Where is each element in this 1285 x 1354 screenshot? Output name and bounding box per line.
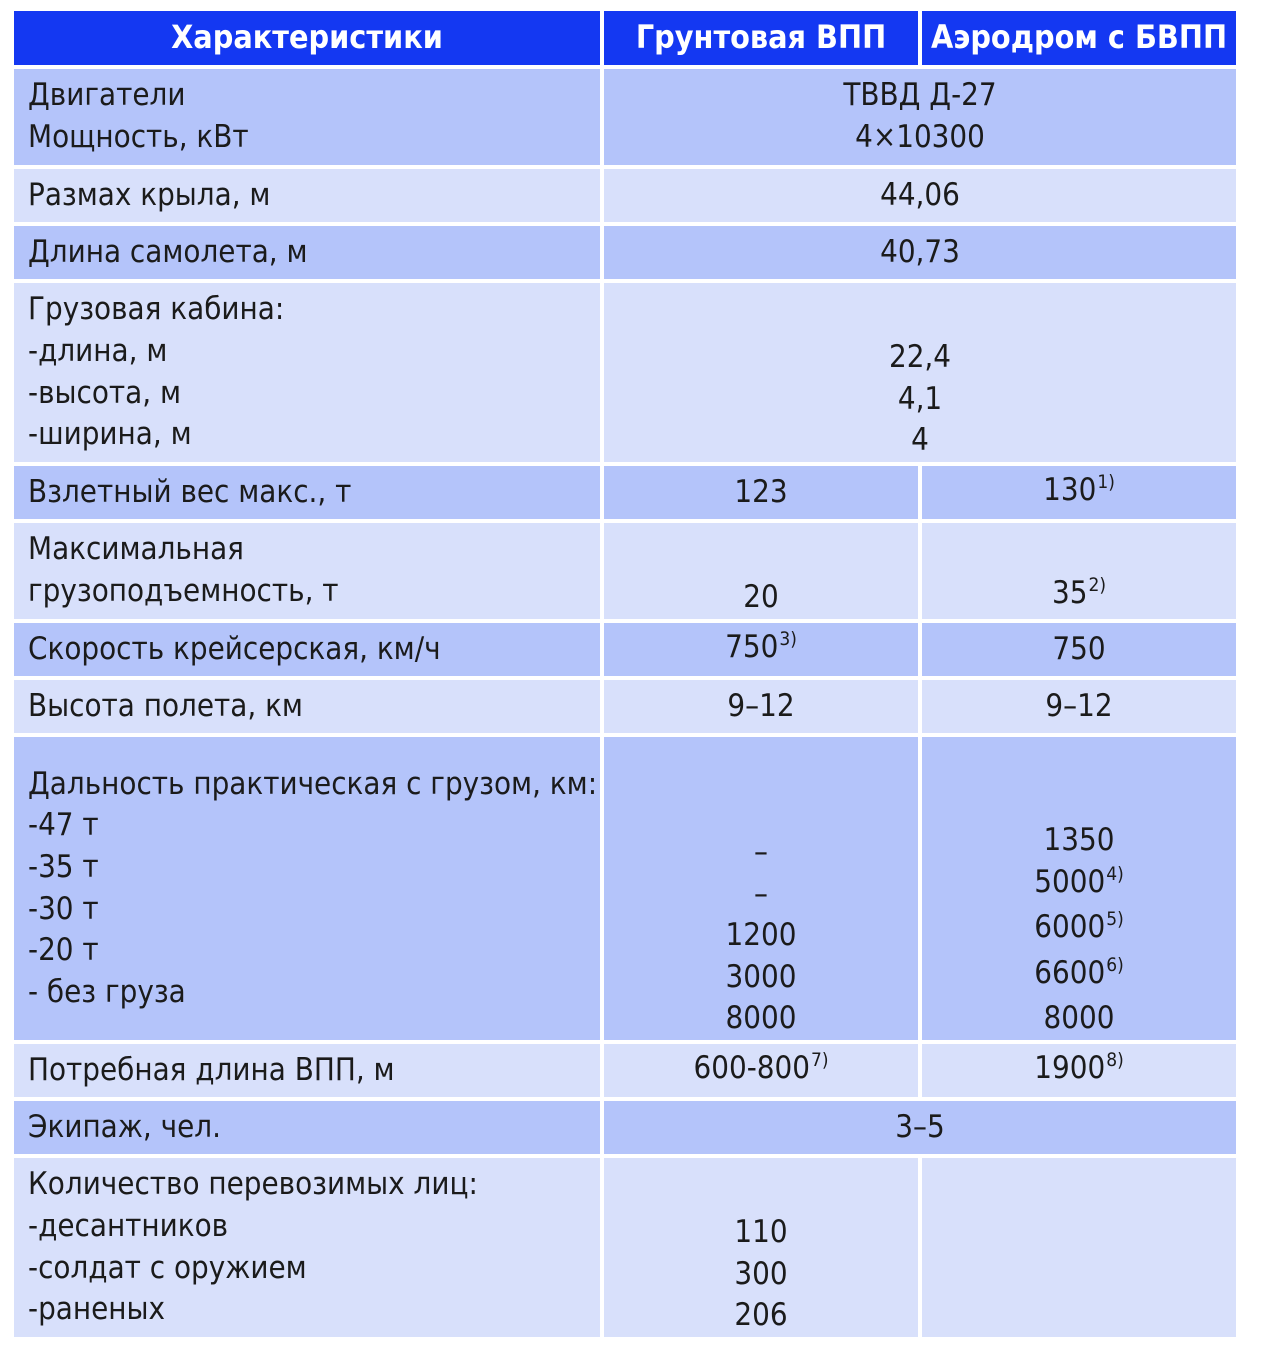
row-cargo-cabin (14, 283, 1236, 462)
value-number: 600-800 (693, 1049, 810, 1086)
row-takeoff-weight (14, 466, 1236, 519)
value-number: 750 (725, 628, 779, 665)
value-number: 20 (743, 579, 779, 616)
row-value (604, 69, 1236, 165)
header-row (14, 11, 1236, 65)
value-dirt-runway: 9–12 (604, 680, 918, 733)
row-range (14, 737, 1236, 1040)
row-value: 3–5 (604, 1101, 1236, 1154)
label-line: -47 т (28, 807, 99, 844)
value-line: 4×10300 (855, 119, 985, 155)
label-line: -высота, м (28, 374, 182, 411)
label-line: -20 т (28, 932, 99, 969)
header-paved-airfield: Аэродром с БВПП (922, 11, 1236, 65)
specifications-table (10, 7, 1240, 1341)
label-line: Дальность практическая с грузом, км: (28, 765, 598, 802)
row-altitude (14, 680, 1236, 733)
value-line: 8000 (725, 1000, 797, 1037)
footnote-mark: 4) (1106, 862, 1124, 885)
row-label: Экипаж, чел. (14, 1101, 600, 1154)
row-passengers (14, 1158, 1236, 1337)
row-value (604, 283, 1236, 462)
footnote-mark: 5) (1106, 908, 1124, 931)
value-number: 35 (1051, 575, 1088, 612)
value-line: 22,4 (888, 339, 952, 376)
value-line: 4,1 (897, 380, 943, 417)
row-label (14, 1158, 600, 1337)
row-value: 40,73 (604, 226, 1236, 279)
value-line (922, 862, 1236, 908)
label-line: - без груза (28, 973, 186, 1010)
label-line: грузоподъемность, т (28, 573, 339, 609)
value-line (922, 907, 1236, 953)
value-dirt-runway (604, 623, 918, 676)
label-line: -солдат с оружием (28, 1249, 307, 1286)
value-number: 5000 (1034, 863, 1106, 900)
value-paved-airfield: 750 (922, 623, 1236, 676)
value-line: ТВВД Д-27 (843, 77, 997, 114)
row-payload (14, 523, 1236, 619)
label-line: -35 т (28, 848, 99, 885)
value-line: 110 (734, 1214, 788, 1251)
row-label: Длина самолета, м (14, 226, 600, 279)
row-label (14, 283, 600, 462)
value-line: 1200 (725, 917, 797, 954)
value-dirt-runway (604, 1158, 918, 1337)
value-line: 4 (911, 422, 929, 459)
row-cruise-speed (14, 623, 1236, 676)
value-line: 206 (734, 1297, 788, 1334)
label-line: Двигатели (28, 77, 186, 114)
label-line: -десантников (28, 1207, 229, 1244)
row-length (14, 226, 1236, 279)
footnote-mark: 3) (779, 627, 797, 650)
footnote-mark: 8) (1106, 1048, 1124, 1071)
row-engines (14, 69, 1236, 165)
value-paved-airfield (922, 523, 1236, 619)
footnote-mark: 1) (1097, 470, 1115, 493)
row-label: Взлетный вес макс., т (14, 466, 600, 519)
value-number: 6600 (1034, 954, 1106, 991)
footnote-mark: 7) (810, 1048, 829, 1071)
row-label: Размах крыла, м (14, 169, 600, 222)
footnote-mark: 6) (1106, 953, 1124, 976)
value-line: 3000 (725, 958, 797, 995)
value-paved-airfield (922, 1044, 1236, 1097)
value-line: 1350 (1043, 822, 1115, 859)
label-line: -ширина, м (28, 416, 192, 453)
value-paved-airfield (922, 1158, 1236, 1337)
value-dirt-runway (604, 737, 918, 1040)
value-number: 1900 (1034, 1049, 1106, 1086)
row-wingspan (14, 169, 1236, 222)
footnote-mark: 2) (1088, 574, 1107, 597)
value-paved-airfield (922, 737, 1236, 1040)
value-number: 130 (1043, 471, 1097, 508)
value-dirt-runway (604, 1044, 918, 1097)
value-number: 6000 (1034, 909, 1106, 946)
label-line: -30 т (28, 890, 99, 927)
value-dirt-runway: 123 (604, 466, 918, 519)
row-label: Высота полета, км (14, 680, 600, 733)
row-label (14, 69, 600, 165)
header-dirt-runway: Грунтовая ВПП (604, 11, 918, 65)
value-dirt-runway (604, 523, 918, 619)
label-line: -длина, м (28, 332, 168, 369)
value-paved-airfield (922, 466, 1236, 519)
label-line: Мощность, кВт (28, 119, 249, 155)
label-line: Максимальная (28, 531, 244, 568)
label-line: Количество перевозимых лиц: (28, 1166, 478, 1203)
row-crew (14, 1101, 1236, 1154)
value-line: 8000 (1043, 1000, 1115, 1037)
label-line: Грузовая кабина: (28, 291, 285, 328)
value-line: – (754, 834, 768, 871)
value-paved-airfield: 9–12 (922, 680, 1236, 733)
value-line: 300 (734, 1255, 788, 1292)
row-runway-length (14, 1044, 1236, 1097)
header-characteristics: Характеристики (14, 11, 600, 65)
row-label (14, 523, 600, 619)
label-line: -раненых (28, 1291, 166, 1328)
row-value: 44,06 (604, 169, 1236, 222)
value-line (922, 953, 1236, 999)
row-label: Потребная длина ВПП, м (14, 1044, 600, 1097)
value-line: – (754, 875, 768, 912)
row-label: Скорость крейсерская, км/ч (14, 623, 600, 676)
row-label (14, 737, 600, 1040)
